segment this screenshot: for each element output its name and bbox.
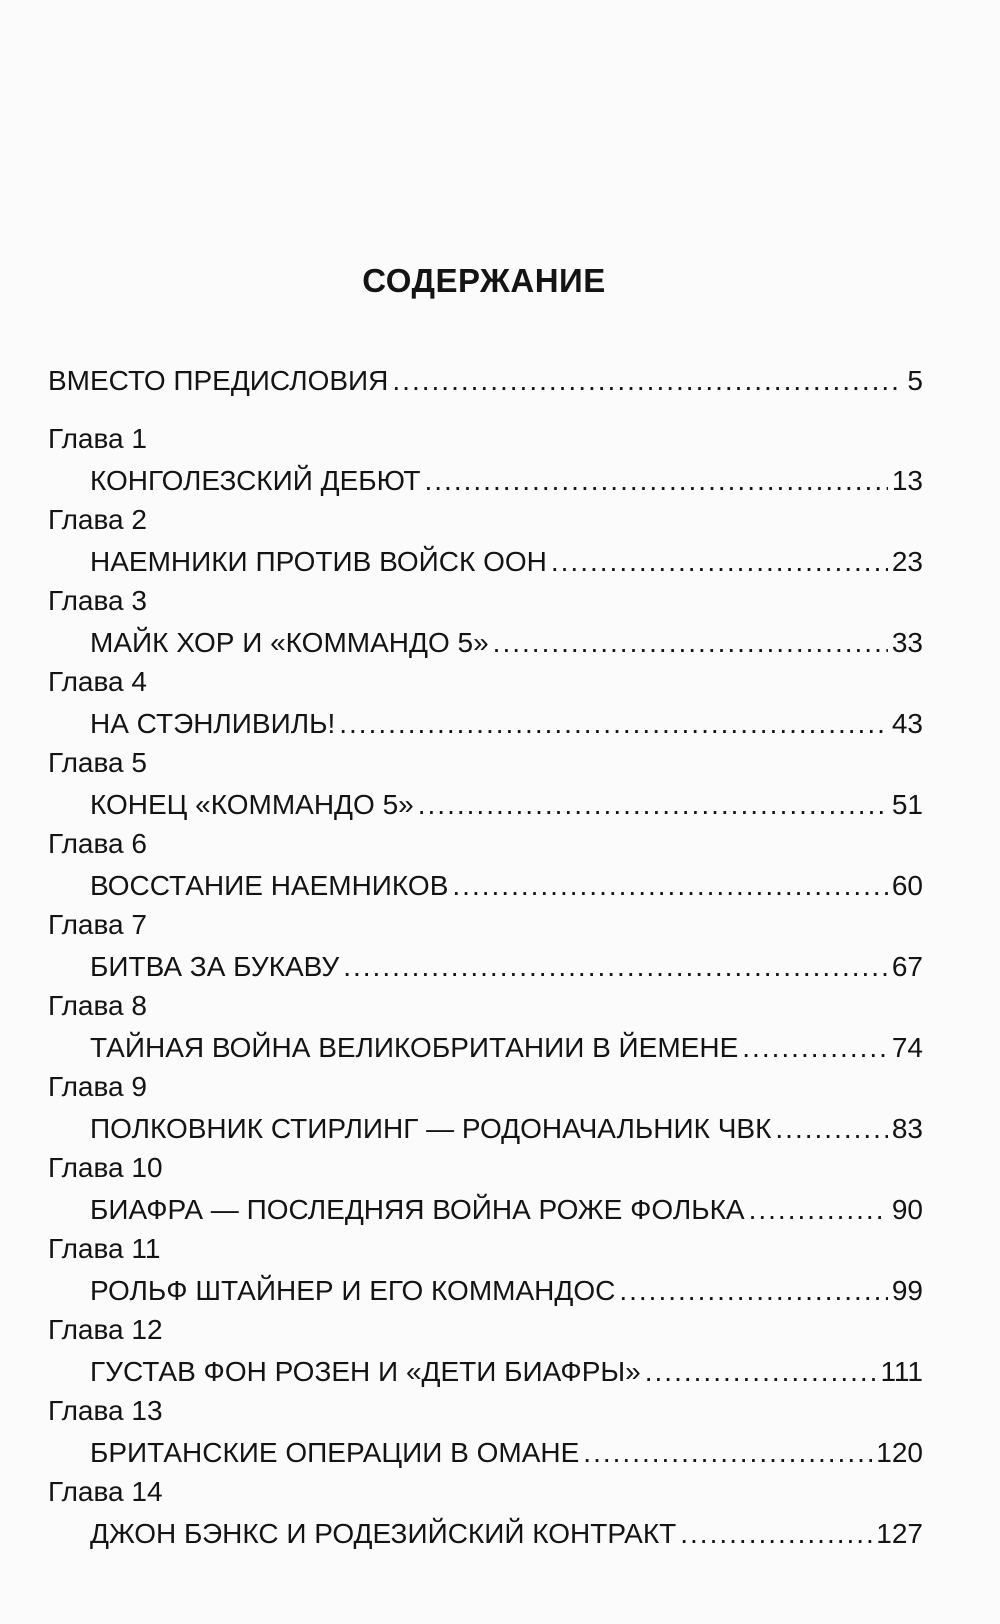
toc-entry-title: БРИТАНСКИЕ ОПЕРАЦИИ В ОМАНЕ [90, 1437, 580, 1468]
toc-entry [48, 705, 923, 743]
toc-entry-title: ГУСТАВ ФОН РОЗЕН И «ДЕТИ БИАФРЫ» [90, 1356, 641, 1387]
toc-chapter [48, 744, 923, 824]
dot-leader [680, 1515, 872, 1553]
dot-leader [339, 705, 888, 743]
toc-entry [48, 1515, 923, 1553]
toc-chapter [48, 582, 923, 662]
toc-entry-title: ПОЛКОВНИК СТИРЛИНГ — РОДОНАЧАЛЬНИК ЧВК [90, 1113, 772, 1144]
toc-chapter [48, 1068, 923, 1148]
chapter-label: Глава 4 [48, 666, 147, 697]
chapter-label: Глава 5 [48, 747, 147, 778]
chapter-label: Глава 13 [48, 1395, 163, 1426]
toc-entry-page: 99 [891, 1275, 923, 1306]
toc-chapter [48, 420, 923, 500]
chapter-label: Глава 10 [48, 1152, 163, 1183]
table-of-contents [48, 362, 923, 1554]
toc-chapter [48, 1311, 923, 1391]
toc-entry [48, 1191, 923, 1229]
toc-entry-page: 5 [907, 365, 923, 396]
dot-leader [424, 462, 887, 500]
toc-entry-title: БИАФРА — ПОСЛЕДНЯЯ ВОЙНА РОЖЕ ФОЛЬКА [90, 1194, 745, 1225]
toc-entry-page: 90 [891, 1194, 923, 1225]
toc-entry-page: 127 [876, 1518, 923, 1549]
dot-leader [452, 867, 887, 905]
toc-entry-page: 60 [891, 870, 923, 901]
toc-chapter [48, 906, 923, 986]
toc-entry-title: БИТВА ЗА БУКАВУ [90, 951, 340, 982]
dot-leader [775, 1110, 887, 1148]
dot-leader [551, 543, 888, 581]
toc-entry [48, 1029, 923, 1067]
chapter-label: Глава 1 [48, 423, 147, 454]
toc-entry-page: 74 [891, 1032, 923, 1063]
toc-entry [48, 1353, 923, 1391]
toc-chapter [48, 1392, 923, 1472]
toc-entry-preface [48, 362, 923, 400]
toc-entry [48, 543, 923, 581]
dot-leader [742, 1029, 888, 1067]
chapter-label: Глава 14 [48, 1476, 163, 1507]
toc-entry-page: 43 [891, 708, 923, 739]
chapter-label: Глава 12 [48, 1314, 163, 1345]
toc-chapter [48, 1230, 923, 1310]
toc-entry-title: ТАЙНАЯ ВОЙНА ВЕЛИКОБРИТАНИИ В ЙЕМЕНЕ [90, 1032, 739, 1063]
toc-chapter [48, 825, 923, 905]
toc-chapter [48, 501, 923, 581]
toc-entry [48, 1272, 923, 1310]
chapter-label: Глава 6 [48, 828, 147, 859]
chapter-label: Глава 2 [48, 504, 147, 535]
dot-leader [493, 624, 888, 662]
toc-entry [48, 948, 923, 986]
toc-entry-title: НАЕМНИКИ ПРОТИВ ВОЙСК ООН [90, 546, 547, 577]
chapter-label: Глава 9 [48, 1071, 147, 1102]
page-title: СОДЕРЖАНИЕ [362, 262, 606, 299]
toc-chapter [48, 1149, 923, 1229]
toc-entry-page: 83 [891, 1113, 923, 1144]
toc-entry-title: КОНЕЦ «КОММАНДО 5» [90, 789, 414, 820]
toc-entry-page: 13 [891, 465, 923, 496]
dot-leader [619, 1272, 888, 1310]
toc-entry-page: 51 [891, 789, 923, 820]
dot-leader [418, 786, 888, 824]
toc-chapter [48, 987, 923, 1067]
toc-entry-title: НА СТЭНЛИВИЛЬ! [90, 708, 336, 739]
chapter-label: Глава 11 [48, 1233, 161, 1264]
toc-entry [48, 624, 923, 662]
toc-entry [48, 462, 923, 500]
toc-chapter [48, 663, 923, 743]
dot-leader [749, 1191, 888, 1229]
toc-entry-title: РОЛЬФ ШТАЙНЕР И ЕГО КОММАНДОС [90, 1275, 616, 1306]
toc-entry [48, 786, 923, 824]
dot-leader [645, 1353, 877, 1391]
toc-entry-page: 120 [876, 1437, 923, 1468]
dot-leader [343, 948, 888, 986]
dot-leader [392, 362, 903, 400]
toc-entry-page: 23 [891, 546, 923, 577]
toc-entry-title: ДЖОН БЭНКС И РОДЕЗИЙСКИЙ КОНТРАКТ [90, 1518, 677, 1549]
toc-entry-title: ВОССТАНИЕ НАЕМНИКОВ [90, 870, 449, 901]
toc-entry-title: МАЙК ХОР И «КОММАНДО 5» [90, 627, 489, 658]
toc-entry-title: КОНГОЛЕЗСКИЙ ДЕБЮТ [90, 465, 421, 496]
toc-entry [48, 1110, 923, 1148]
toc-entry-page: 33 [891, 627, 923, 658]
toc-chapter [48, 1473, 923, 1553]
dot-leader [583, 1434, 872, 1472]
toc-entry-title: ВМЕСТО ПРЕДИСЛОВИЯ [48, 365, 389, 396]
toc-entry [48, 867, 923, 905]
chapter-label: Глава 7 [48, 909, 147, 940]
chapter-label: Глава 8 [48, 990, 147, 1021]
toc-entry [48, 1434, 923, 1472]
chapter-label: Глава 3 [48, 585, 147, 616]
toc-entry-page: 111 [880, 1356, 923, 1387]
toc-entry-page: 67 [891, 951, 923, 982]
